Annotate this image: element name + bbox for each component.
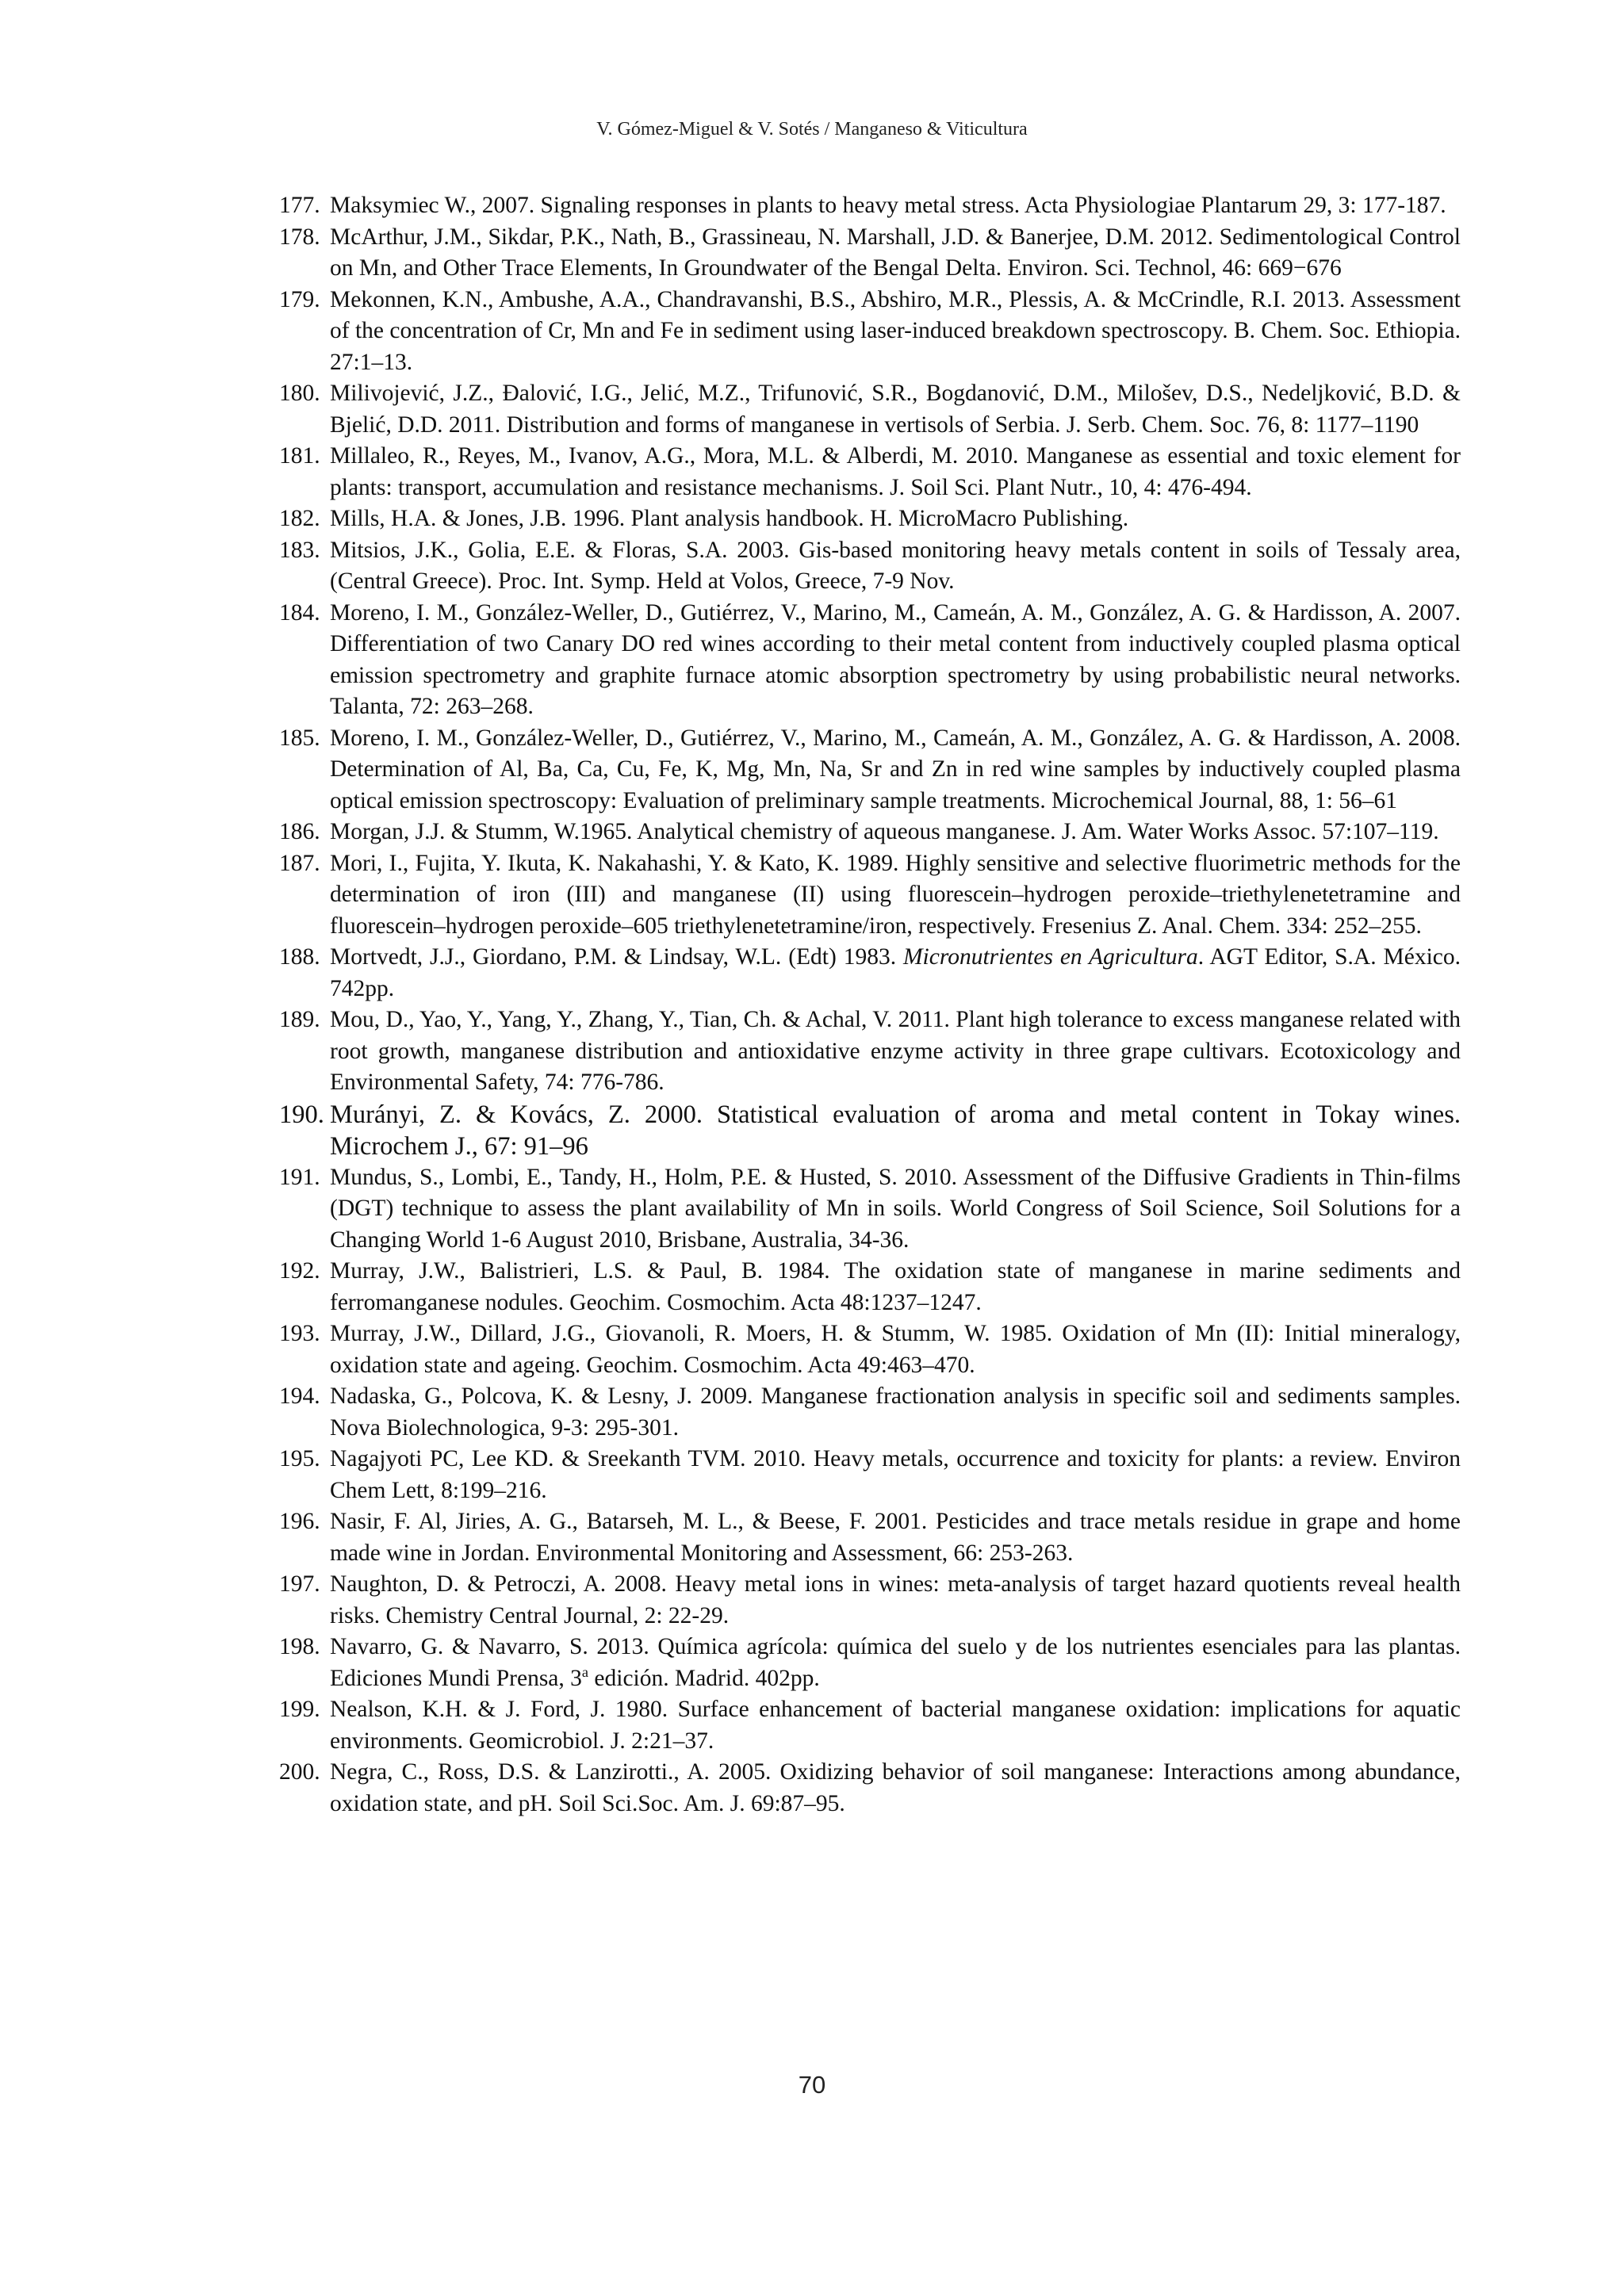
reference-text: Nagajyoti PC, Lee KD. & Sreekanth TVM. 2010. Heavy metals, occurrence and toxicity for plants: a review. Environ Chem Lett, 8:199–216. bbox=[330, 1446, 1461, 1503]
reference-number: 185. bbox=[279, 725, 320, 751]
reference-text: Mills, H.A. & Jones, J.B. 1996. Plant analysis handbook. H. MicroMacro Publishing. bbox=[330, 506, 1129, 531]
reference-item bbox=[279, 1694, 1461, 1757]
reference-item bbox=[279, 848, 1461, 943]
superscript-a: a bbox=[581, 1663, 589, 1680]
reference-text: Negra, C., Ross, D.S. & Lanzirotti., A. 2005. Oxidizing behavior of soil manganese: Interactions among abundance, oxidation state, and pH. Soil Sci.Soc. Am. J. 69:87–95. bbox=[330, 1759, 1461, 1816]
reference-item bbox=[279, 1381, 1461, 1444]
page-number: 70 bbox=[798, 2071, 826, 2099]
reference-number: 194. bbox=[279, 1383, 320, 1409]
reference-number: 186. bbox=[279, 819, 320, 844]
reference-item bbox=[279, 1099, 1461, 1162]
reference-item bbox=[279, 378, 1461, 441]
reference-item bbox=[279, 942, 1461, 1004]
reference-item bbox=[279, 1757, 1461, 1820]
reference-text: Moreno, I. M., González-Weller, D., Gutiérrez, V., Marino, M., Cameán, A. M., González, A. G. & Hardisson, A. 2008. Determination of Al, Ba, Ca, Cu, Fe, K, Mg, Mn, Na, Sr and Zn in red wine samples by inductively coupled plasma optical emission spectroscopy: Evaluation of preliminary sample treatments. Microchemical Journal, 88, 1: 56–61 bbox=[330, 725, 1461, 813]
reference-text-before: Mortvedt, J.J., Giordano, P.M. & Lindsay, W.L. (Edt) 1983. bbox=[330, 944, 903, 970]
reference-text: Nasir, F. Al, Jiries, A. G., Batarseh, M. L., & Beese, F. 2001. Pesticides and trace metals residue in grape and home made wine in Jordan. Environmental Monitoring and Assessment, 66: 253-263. bbox=[330, 1509, 1461, 1566]
reference-number: 191. bbox=[279, 1164, 320, 1190]
reference-number: 195. bbox=[279, 1446, 320, 1471]
reference-item bbox=[279, 1506, 1461, 1569]
reference-list bbox=[279, 190, 1461, 1820]
reference-text: McArthur, J.M., Sikdar, P.K., Nath, B., Grassineau, N. Marshall, J.D. & Banerjee, D.M. 2012. Sedimentological Control on Mn, and Other Trace Elements, In Groundwater of the Bengal Delta. Environ. Sci. Technol, 46: 669−676 bbox=[330, 224, 1461, 281]
reference-item bbox=[279, 1256, 1461, 1318]
reference-text: Nealson, K.H. & J. Ford, J. 1980. Surface enhancement of bacterial manganese oxidation: implications for aquatic environments. Geomicrobiol. J. 2:21–37. bbox=[330, 1697, 1461, 1754]
reference-text-after: edición. Madrid. 402pp. bbox=[588, 1665, 820, 1691]
reference-text: Naughton, D. & Petroczi, A. 2008. Heavy metal ions in wines: meta-analysis of target hazard quotients reveal health risks. Chemistry Central Journal, 2: 22-29. bbox=[330, 1571, 1461, 1628]
reference-text: Mundus, S., Lombi, E., Tandy, H., Holm, P.E. & Husted, S. 2010. Assessment of the Diffusive Gradients in Thin-films (DGT) technique to assess the plant availability of Mn in soils. World Congress of Soil Science, Soil Solutions for a Changing World 1-6 August 2010, Brisbane, Australia, 34-36. bbox=[330, 1164, 1461, 1253]
reference-text: Mitsios, J.K., Golia, E.E. & Floras, S.A. 2003. Gis-based monitoring heavy metals content in soils of Tessaly area, (Central Greece). Proc. Int. Symp. Held at Volos, Greece, 7-9 Nov. bbox=[330, 537, 1461, 594]
reference-number: 182. bbox=[279, 506, 320, 531]
reference-text: Murray, J.W., Dillard, J.G., Giovanoli, R. Moers, H. & Stumm, W. 1985. Oxidation of Mn (II): Initial mineralogy, oxidation state and ageing. Geochim. Cosmochim. Acta 49:463–470. bbox=[330, 1321, 1461, 1378]
reference-item bbox=[279, 535, 1461, 598]
reference-number: 184. bbox=[279, 599, 320, 626]
reference-text: Morgan, J.J. & Stumm, W.1965. Analytical chemistry of aqueous manganese. J. Am. Water Works Assoc. 57:107–119. bbox=[330, 819, 1439, 844]
reference-text: Millaleo, R., Reyes, M., Ivanov, A.G., Mora, M.L. & Alberdi, M. 2010. Manganese as essential and toxic element for plants: transport, accumulation and resistance mechanisms. J. Soil Sci. Plant Nutr., 10, 4: 476-494. bbox=[330, 443, 1461, 500]
reference-number: 189. bbox=[279, 1007, 320, 1032]
reference-text: Moreno, I. M., González-Weller, D., Gutiérrez, V., Marino, M., Cameán, A. M., González, A. G. & Hardisson, A. 2007. Differentiation of two Canary DO red wines according to their metal content from inductively coupled plasma optical emission spectrometry and graphite furnace atomic absorption spectrometry by using probabilistic neural networks. Talanta, 72: 263–268. bbox=[330, 599, 1461, 719]
reference-text-after: . AGT Editor, S.A. México. 742pp. bbox=[330, 944, 1461, 1001]
reference-number: 178. bbox=[279, 224, 320, 250]
running-header: V. Gómez-Miguel & V. Sotés / Manganeso & Viticultura bbox=[596, 119, 1028, 140]
reference-number: 187. bbox=[279, 850, 320, 876]
reference-number: 190. bbox=[279, 1100, 324, 1129]
reference-number: 192. bbox=[279, 1258, 320, 1284]
reference-text-before: Navarro, G. & Navarro, S. 2013. Química agrícola: química del suelo y de los nutrientes esenciales para las plantas. Ediciones Mundi Prensa, 3 bbox=[330, 1634, 1461, 1691]
reference-text: Murray, J.W., Balistrieri, L.S. & Paul, B. 1984. The oxidation state of manganese in marine sediments and ferromanganese nodules. Geochim. Cosmochim. Acta 48:1237–1247. bbox=[330, 1258, 1461, 1315]
reference-item bbox=[279, 190, 1461, 222]
reference-item bbox=[279, 1632, 1461, 1694]
reference-item bbox=[279, 285, 1461, 379]
reference-number: 183. bbox=[279, 537, 320, 563]
reference-number: 177. bbox=[279, 193, 320, 218]
reference-item bbox=[279, 1569, 1461, 1632]
reference-number: 193. bbox=[279, 1321, 320, 1346]
reference-text: Nadaska, G., Polcova, K. & Lesny, J. 2009. Manganese fractionation analysis in specific soil and sediments samples. Nova Biolechnologica, 9-3: 295-301. bbox=[330, 1383, 1461, 1441]
reference-item bbox=[279, 222, 1461, 285]
reference-item bbox=[279, 723, 1461, 817]
reference-number: 179. bbox=[279, 286, 320, 312]
reference-number: 197. bbox=[279, 1571, 320, 1597]
reference-number: 188. bbox=[279, 944, 320, 970]
reference-item bbox=[279, 1444, 1461, 1506]
reference-text: Murányi, Z. & Kovács, Z. 2000. Statistical evaluation of aroma and metal content in Tokay wines. Microchem J., 67: 91–96 bbox=[330, 1100, 1461, 1161]
reference-number: 181. bbox=[279, 443, 320, 469]
reference-text: Mou, D., Yao, Y., Yang, Y., Zhang, Y., Tian, Ch. & Achal, V. 2011. Plant high tolerance to excess manganese related with root growth, manganese distribution and antioxidative enzyme activity in three grape cultivars. Ecotoxicology and Environmental Safety, 74: 776-786. bbox=[330, 1007, 1461, 1095]
reference-number: 200. bbox=[279, 1759, 320, 1785]
reference-number: 196. bbox=[279, 1509, 320, 1534]
reference-item bbox=[279, 817, 1461, 848]
reference-item bbox=[279, 598, 1461, 723]
reference-number: 199. bbox=[279, 1697, 320, 1722]
reference-item bbox=[279, 1004, 1461, 1099]
reference-number: 198. bbox=[279, 1634, 320, 1659]
reference-item bbox=[279, 441, 1461, 503]
reference-text: Mekonnen, K.N., Ambushe, A.A., Chandravanshi, B.S., Abshiro, M.R., Plessis, A. & McCrindle, R.I. 2013. Assessment of the concentration of Cr, Mn and Fe in sediment using laser-induced breakdown spectroscopy. B. Chem. Soc. Ethiopia. 27:1–13. bbox=[330, 286, 1461, 375]
reference-item bbox=[279, 1318, 1461, 1381]
reference-item bbox=[279, 1162, 1461, 1257]
reference-text: Maksymiec W., 2007. Signaling responses in plants to heavy metal stress. Acta Physiologiae Plantarum 29, 3: 177-187. bbox=[330, 193, 1446, 218]
reference-book-title: Micronutrientes en Agricultura bbox=[902, 944, 1198, 970]
reference-number: 180. bbox=[279, 381, 320, 406]
reference-item bbox=[279, 503, 1461, 535]
reference-text: Milivojević, J.Z., Đalović, I.G., Jelić, M.Z., Trifunović, S.R., Bogdanović, D.M., Milošev, D.S., Nedeljković, B.D. & Bjelić, D.D. 2011. Distribution and forms of manganese in vertisols of Serbia. J. Serb. Chem. Soc. 76, 8: 1177–1190 bbox=[330, 381, 1461, 438]
reference-text: Mori, I., Fujita, Y. Ikuta, K. Nakahashi, Y. & Kato, K. 1989. Highly sensitive and selective fluorimetric methods for the determination of iron (III) and manganese (II) using fluorescein–hydrogen peroxide–triethylenetetramine and fluorescein–hydrogen peroxide–605 triethylenetetramine/iron, respectively. Fresenius Z. Anal. Chem. 334: 252–255. bbox=[330, 850, 1461, 939]
